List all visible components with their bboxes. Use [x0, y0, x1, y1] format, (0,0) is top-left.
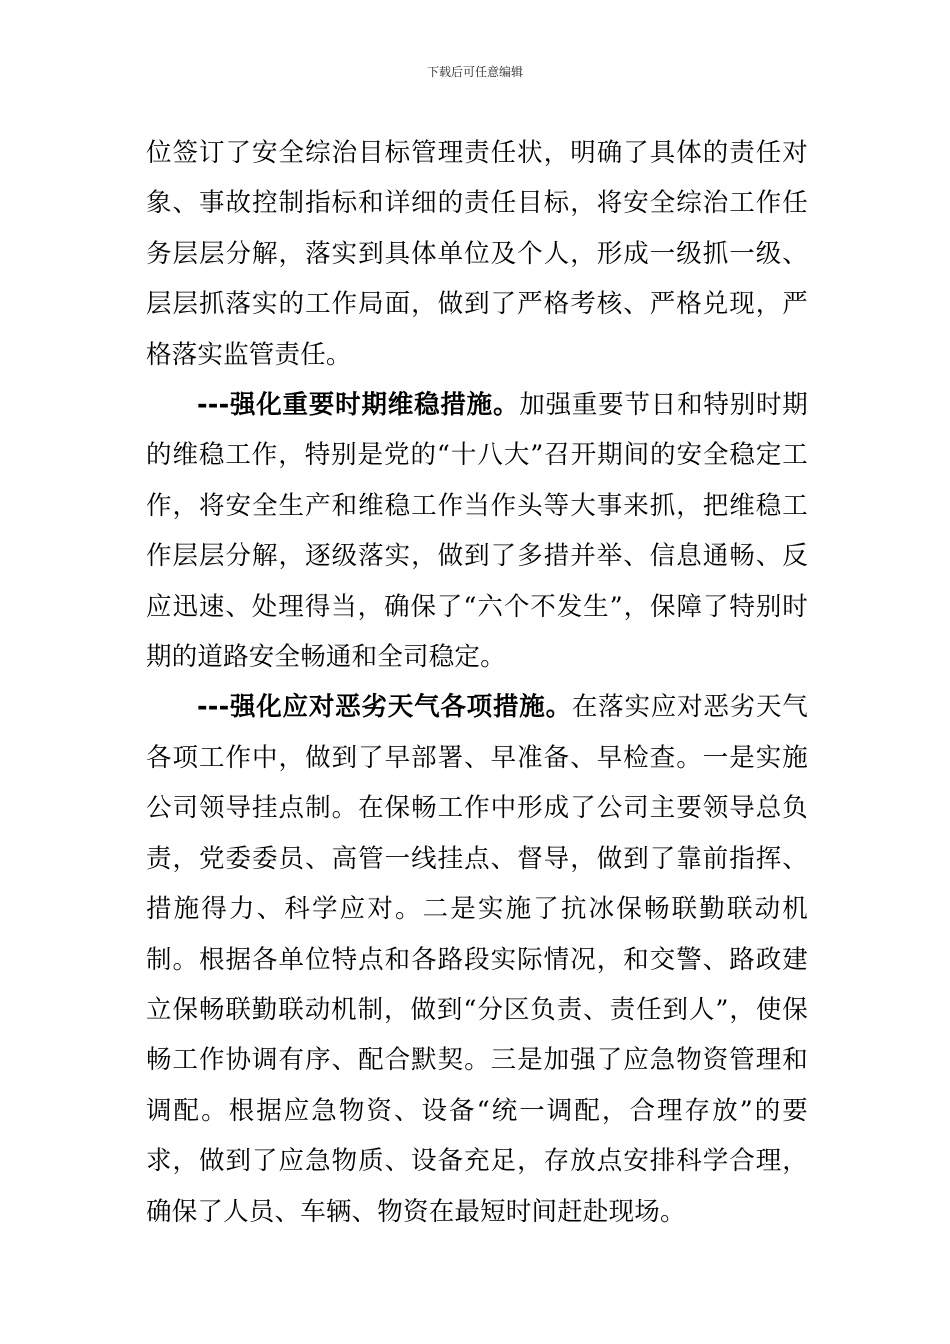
paragraph-text: 加强重要节日和特别时期的维稳工作，特别是党的“十八大”召开期间的安全稳定工作，将安全生产和维稳工作当作头等大事来抓，把维稳工作层层分解，逐级落实，做到了多措并举、信息通畅、反应迅速、处理得当，确保了“六个不发生”，保障了特别时期的道路安全畅通和全司稳定。 [146, 390, 808, 673]
paragraph-text: 位签订了安全综治目标管理责任状，明确了具体的责任对象、事故控制指标和详细的责任目标，将安全综治工作任务层层分解，落实到具体单位及个人，形成一级抓一级、层层抓落实的工作局面，做到了严格考核、严格兑现，严格落实监管责任。 [146, 138, 808, 370]
paragraph-responsibility [146, 128, 808, 380]
paragraph-text: 在落实应对恶劣天气各项工作中，做到了早部署、早准备、早检查。一是实施公司领导挂点制。在保畅工作中形成了公司主要领导总负责，党委委员、高管一线挂点、督导，做到了靠前指挥、措施得力、科学应对。二是实施了抗冰保畅联勤联动机制。根据各单位特点和各路段实际情况，和交警、路政建立保畅联勤联动机制，做到“分区负责、责任到人”，使保畅工作协调有序、配合默契。三是加强了应急物资管理和调配。根据应急物资、设备“统一调配，合理存放”的要求，做到了应急物质、设备充足，存放点安排科学合理，确保了人员、车辆、物资在最短时间赶赴现场。 [146, 692, 808, 1227]
document-body [146, 128, 808, 1237]
paragraph-lead-heading: ---强化重要时期维稳措施。 [197, 390, 520, 421]
paragraph-weather-measures [146, 682, 808, 1236]
paragraph-stability-measures [146, 380, 808, 682]
page-header-note: 下载后可任意编辑 [426, 65, 523, 79]
paragraph-lead-heading: ---强化应对恶劣天气各项措施。 [197, 692, 572, 723]
